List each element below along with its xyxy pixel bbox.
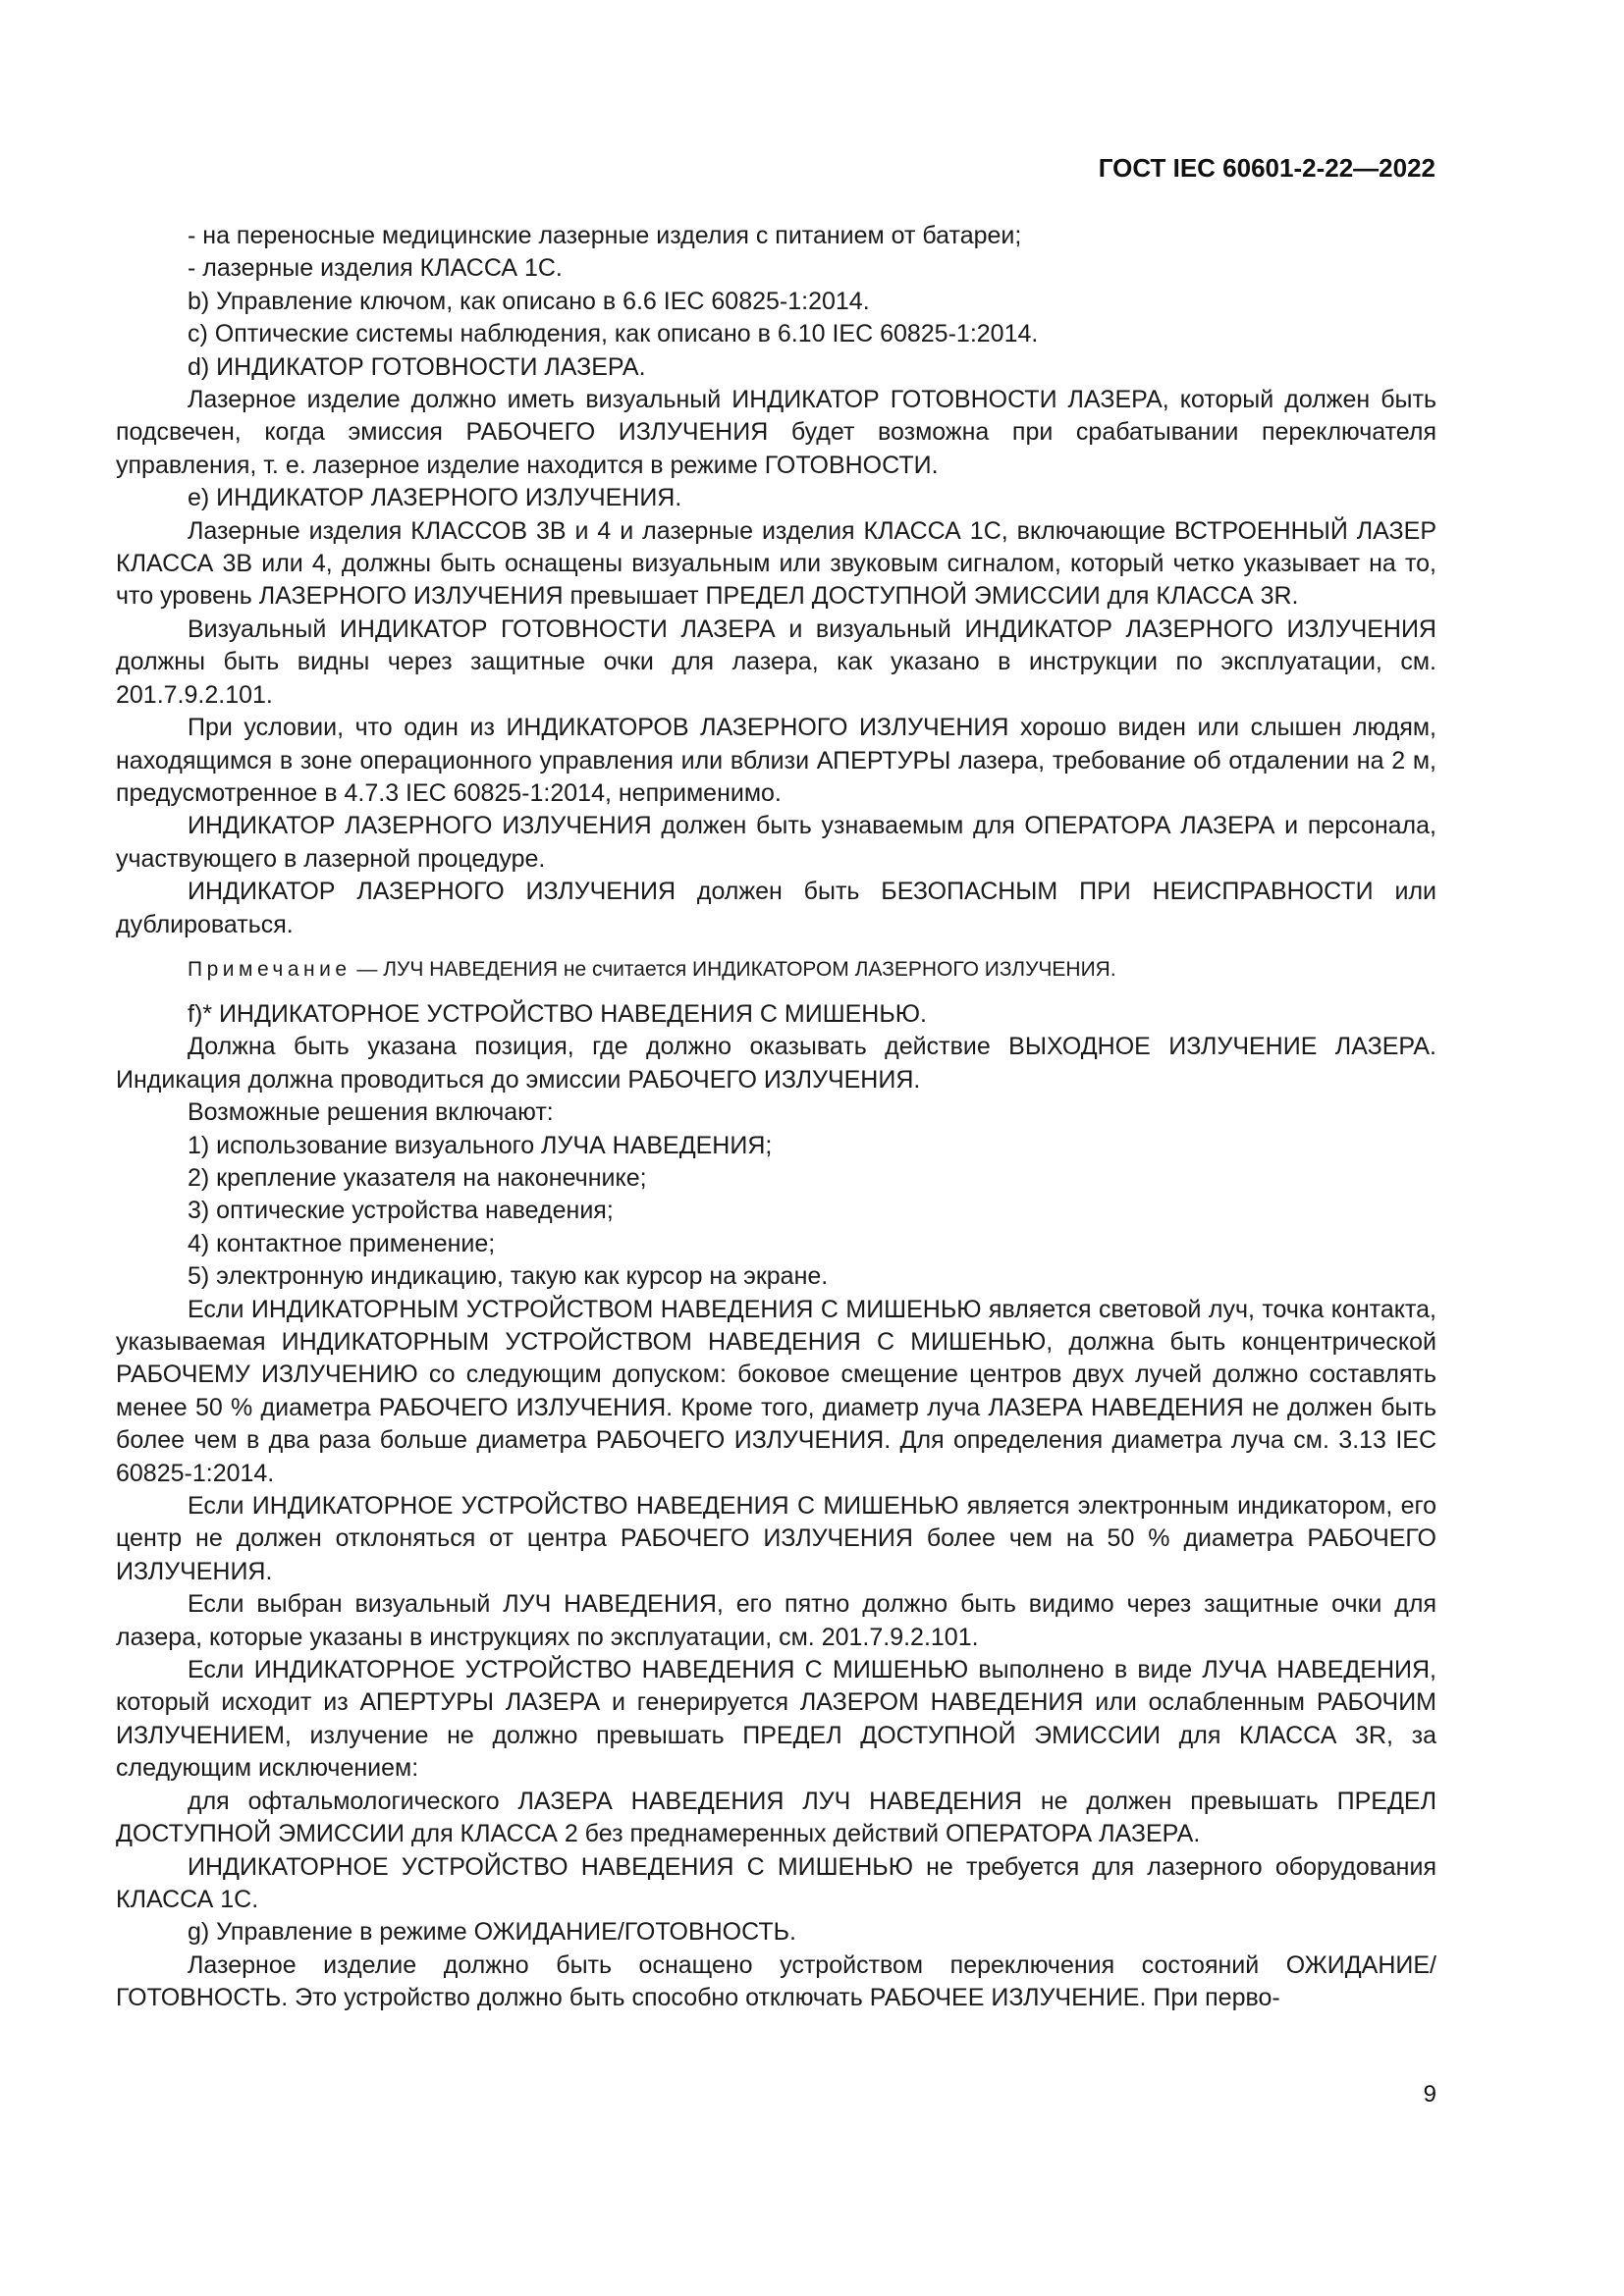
paragraph: Должна быть указана позиция, где должно оказывать действие ВЫХОДНОЕ ИЗЛУЧЕНИЕ ЛАЗЕРА. Индикация должна проводиться до эмиссии РАБОЧЕГО ИЗЛУЧЕНИЯ. — [116, 1033, 1436, 1094]
note-text: — ЛУЧ НАВЕДЕНИЯ не считается ИНДИКАТОРОМ ЛАЗЕРНОГО ИЗЛУЧЕНИЯ. — [351, 957, 1116, 981]
document-body — [116, 220, 1436, 2015]
paragraph: - лазерные изделия КЛАССА 1С. — [188, 254, 563, 283]
paragraph: c) Оптические системы наблюдения, как описано в 6.10 IEC 60825-1:2014. — [188, 320, 1039, 348]
paragraph: для офтальмологического ЛАЗЕРА НАВЕДЕНИЯ ЛУЧ НАВЕДЕНИЯ не должен превышать ПРЕДЕЛ ДОСТУПНОЙ ЭМИССИИ для КЛАССА 2 без преднамеренных действий ОПЕРАТОРА ЛАЗЕРА. — [116, 1787, 1436, 1848]
paragraph: Лазерное изделие должно иметь визуальный ИНДИКАТОР ГОТОВНОСТИ ЛАЗЕРА, который должен быть подсвечен, когда эмиссия РАБОЧЕГО ИЗЛУЧЕНИЯ будет возможна при срабатывании переключателя управления, т. е. лазерное изделие находится в режиме ГОТОВНОСТИ. — [116, 386, 1436, 479]
paragraph: Если ИНДИКАТОРНОЕ УСТРОЙСТВО НАВЕДЕНИЯ С МИШЕНЬЮ выполнено в виде ЛУЧА НАВЕДЕНИЯ, который исходит из АПЕРТУРЫ ЛАЗЕРА и генерируется ЛАЗЕРОМ НАВЕДЕНИЯ или ослабленным РАБОЧИМ ИЗЛУЧЕНИЕМ, излучение не должно превышать ПРЕДЕЛ ДОСТУПНОЙ ЭМИССИИ для КЛАССА 3R, за следующим исключением: — [116, 1656, 1436, 1783]
paragraph: 5) электронную индикацию, такую как курсор на экране. — [188, 1262, 829, 1291]
paragraph: ИНДИКАТОР ЛАЗЕРНОГО ИЗЛУЧЕНИЯ должен быть БЕЗОПАСНЫМ ПРИ НЕИСПРАВНОСТИ или дублироваться. — [116, 878, 1436, 938]
paragraph: Лазерные изделия КЛАССОВ 3В и 4 и лазерные изделия КЛАССА 1С, включающие ВСТРОЕННЫЙ ЛАЗЕР КЛАССА 3В или 4, должны быть оснащены визуальным или звуковым сигналом, который четко указывает на то, что уровень ЛАЗЕРНОГО ИЗЛУЧЕНИЯ превышает ПРЕДЕЛ ДОСТУПНОЙ ЭМИССИИ для КЛАССА 3R. — [116, 516, 1436, 611]
paragraph: e) ИНДИКАТОР ЛАЗЕРНОГО ИЗЛУЧЕНИЯ. — [188, 484, 682, 512]
paragraph: b) Управление ключом, как описано в 6.6 IEC 60825-1:2014. — [188, 287, 870, 315]
paragraph-block-main — [116, 220, 1436, 941]
paragraph-block-targeting — [116, 998, 1436, 2015]
paragraph: - на переносные медицинские лазерные изделия с питанием от батареи; — [188, 222, 1022, 249]
paragraph: 3) оптические устройства наведения; — [188, 1197, 614, 1225]
paragraph: g) Управление в режиме ОЖИДАНИЕ/ГОТОВНОСТЬ. — [188, 1918, 796, 1947]
paragraph: При условии, что один из ИНДИКАТОРОВ ЛАЗЕРНОГО ИЗЛУЧЕНИЯ хорошо виден или слышен людям, находящимся в зоне операционного управления или вблизи АПЕРТУРЫ лазера, требование об отдалении на 2 м, предусмотренное в 4.7.3 IEC 60825-1:2014, неприменимо. — [116, 714, 1436, 807]
paragraph: Если выбран визуальный ЛУЧ НАВЕДЕНИЯ, его пятно должно быть видимо через защитные очки для лазера, которые указаны в инструкциях по эксплуатации, см. 201.7.9.2.101. — [116, 1590, 1436, 1651]
page-number: 9 — [1423, 2081, 1436, 2108]
document-header: ГОСТ IEC 60601-2-22—2022 — [1098, 153, 1435, 183]
paragraph: Если ИНДИКАТОРНОЕ УСТРОЙСТВО НАВЕДЕНИЯ С МИШЕНЬЮ является электронным индикатором, его центр не должен отклоняться от центра РАБОЧЕГО ИЗЛУЧЕНИЯ более чем на 50 % диаметра РАБОЧЕГО ИЗЛУЧЕНИЯ. — [116, 1492, 1436, 1585]
paragraph: ИНДИКАТОРНОЕ УСТРОЙСТВО НАВЕДЕНИЯ С МИШЕНЬЮ не требуется для лазерного оборудования КЛАССА 1С. — [116, 1852, 1436, 1913]
paragraph: ИНДИКАТОР ЛАЗЕРНОГО ИЗЛУЧЕНИЯ должен быть узнаваемым для ОПЕРАТОРА ЛАЗЕРА и персонала, участвующего в лазерной процедуре. — [116, 812, 1436, 873]
paragraph: Лазерное изделие должно быть оснащено устройством переключения состояний ОЖИДАНИЕ/ ГОТОВНОСТЬ. Это устройство должно быть способно отключать РАБОЧЕЕ ИЗЛУЧЕНИЕ. При перво- — [116, 1950, 1436, 2012]
note-paragraph — [116, 955, 1436, 985]
paragraph: 2) крепление указателя на наконечнике; — [188, 1163, 647, 1192]
paragraph: 4) контактное применение; — [188, 1229, 496, 1257]
paragraph: Возможные решения включают: — [188, 1098, 554, 1127]
paragraph: 1) использование визуального ЛУЧА НАВЕДЕНИЯ; — [188, 1131, 773, 1159]
paragraph: Визуальный ИНДИКАТОР ГОТОВНОСТИ ЛАЗЕРА и визуальный ИНДИКАТОР ЛАЗЕРНОГО ИЗЛУЧЕНИЯ должны быть видны через защитные очки для лазера, как указано в инструкции по эксплуатации, см. 201.7.9.2.101. — [116, 614, 1436, 709]
paragraph: f)* ИНДИКАТОРНОЕ УСТРОЙСТВО НАВЕДЕНИЯ С МИШЕНЬЮ. — [188, 999, 927, 1028]
paragraph: Если ИНДИКАТОРНЫМ УСТРОЙСТВОМ НАВЕДЕНИЯ С МИШЕНЬЮ является световой луч, точка контакта, указываемая ИНДИКАТОРНЫМ УСТРОЙСТВОМ НАВЕДЕНИЯ С МИШЕНЬЮ, должна быть концентрической РАБОЧЕМУ ИЗЛУЧЕНИЮ со следующим допуском: боковое смещение центров двух лучей должно составлять менее 50 % диаметра РАБОЧЕГО ИЗЛУЧЕНИЯ. Кроме того, диаметр луча ЛАЗЕРА НАВЕДЕНИЯ не должен быть более чем в два раза больше диаметра РАБОЧЕГО ИЗЛУЧЕНИЯ. Для определения диаметра луча см. 3.13 IEC 60825-1:2014. — [116, 1295, 1436, 1487]
note-label: Примечание — [188, 957, 352, 981]
paragraph: d) ИНДИКАТОР ГОТОВНОСТИ ЛАЗЕРА. — [188, 352, 646, 381]
